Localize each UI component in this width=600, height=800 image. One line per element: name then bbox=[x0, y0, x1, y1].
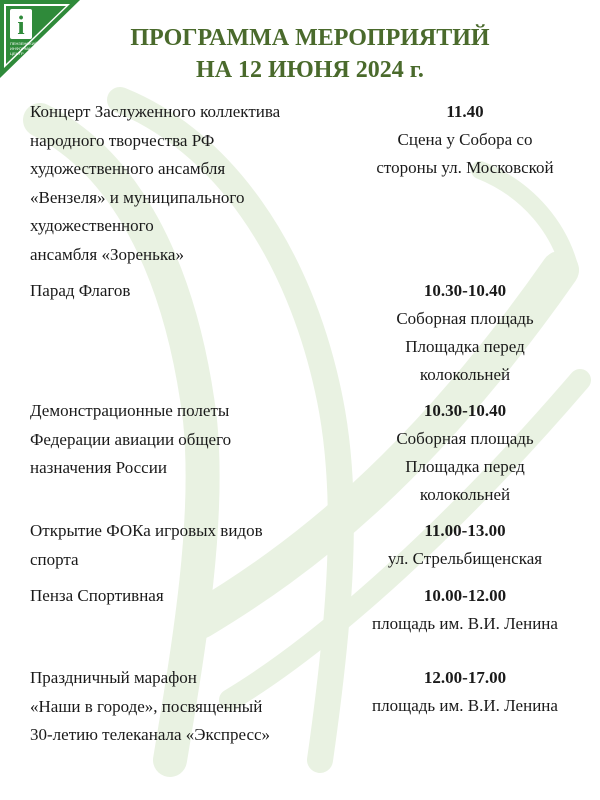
logo-caption-line: ПЕНЗЕНСКИЙ bbox=[10, 41, 38, 46]
event-name: Праздничный марафон «Наши в городе», посвященный 30-летию телеканала «Экспресс» bbox=[30, 668, 271, 744]
event-item bbox=[30, 98, 590, 269]
event-info bbox=[340, 98, 590, 269]
logo-caption-line: ИНФОРМАЦИОННЫЙ bbox=[10, 46, 52, 51]
event-info bbox=[340, 277, 590, 389]
event-item bbox=[30, 517, 590, 574]
title-line-1: ПРОГРАММА МЕРОПРИЯТИЙ bbox=[130, 25, 490, 51]
event-name: Парад Флагов bbox=[30, 281, 131, 300]
event-item bbox=[30, 397, 590, 509]
event-item bbox=[30, 664, 590, 750]
event-place: площадь им. В.И. Ленина bbox=[372, 614, 558, 633]
event-name: Концерт Заслуженного коллектива народного творчества РФ художественного ансамбля «Вензеля» и муниципального художественного ансамбля «Зоренька» bbox=[30, 102, 281, 264]
event-place: Соборная площадь Площадка перед колокольней bbox=[396, 429, 534, 504]
event-time: 10.00-12.00 bbox=[423, 586, 507, 605]
event-place: площадь им. В.И. Ленина bbox=[372, 696, 558, 715]
event-name: Открытие ФОКа игровых видов спорта bbox=[30, 521, 263, 569]
event-item bbox=[30, 277, 590, 389]
event-info bbox=[340, 517, 590, 574]
info-center-logo bbox=[0, 0, 80, 78]
event-place: ул. Стрельбищенская bbox=[387, 549, 543, 568]
event-info bbox=[340, 664, 590, 750]
event-item bbox=[30, 582, 590, 638]
event-place: Сцена у Собора со стороны ул. Московской bbox=[376, 130, 554, 177]
event-time: 12.00-17.00 bbox=[423, 668, 507, 687]
logo-caption-line: ЦЕНТР bbox=[10, 51, 24, 56]
event-time: 11.00-13.00 bbox=[424, 521, 506, 540]
event-info bbox=[340, 397, 590, 509]
info-logo-glyph: i bbox=[17, 11, 25, 40]
page-title bbox=[0, 22, 600, 86]
event-info bbox=[340, 582, 590, 638]
events-list bbox=[30, 98, 590, 758]
event-place: Соборная площадь Площадка перед колокольней bbox=[396, 309, 534, 384]
event-name: Пенза Спортивная bbox=[30, 586, 164, 605]
event-name: Демонстрационные полеты Федерации авиации общего назначения России bbox=[30, 401, 232, 477]
title-line-2: НА 12 ИЮНЯ 2024 г. bbox=[196, 57, 424, 83]
event-time: 10.30-10.40 bbox=[423, 401, 507, 420]
event-time: 10.30-10.40 bbox=[423, 281, 507, 300]
event-time: 11.40 bbox=[446, 102, 484, 121]
